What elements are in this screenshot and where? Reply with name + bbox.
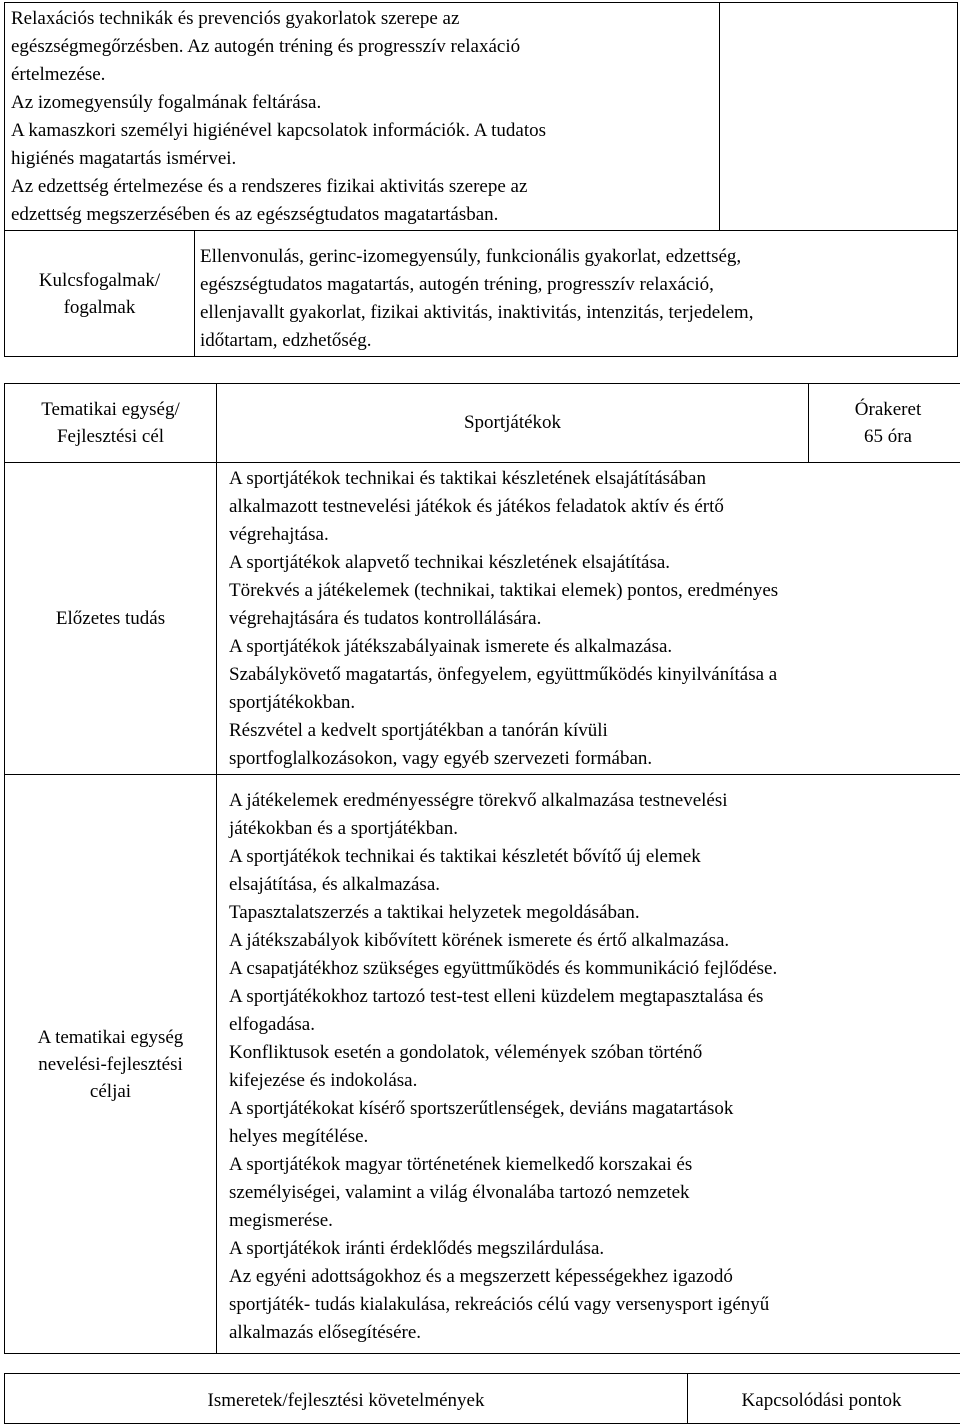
top-content-line: Az edzettség értelmezése és a rendszeres fizikai aktivitás szerepe az: [11, 173, 719, 201]
requirements-header: Ismeretek/fejlesztési követelmények: [5, 1374, 687, 1415]
goals-line: A sportjátékok technikai és taktikai készletét bővítő új elemek: [229, 843, 960, 871]
top-content: [5, 3, 719, 229]
prior-knowledge-line: sportfoglalkozásokon, vagy egyéb szervezeti formában.: [229, 745, 960, 773]
prior-knowledge-line: végrehajtására és tudatos kontrollálására.: [229, 605, 960, 633]
goals-line: A játékszabályok kibővített körének ismerete és értő alkalmazása.: [229, 927, 960, 955]
prior-knowledge-line: Részvétel a kedvelt sportjátékban a tanórán kívüli: [229, 717, 960, 745]
thematic-unit-label: Tematikai egység/ Fejlesztési cél: [5, 384, 217, 463]
goals-line: alkalmazás elősegítésére.: [229, 1319, 960, 1347]
goals-line: Konfliktusok esetén a gondolatok, vélemények szóban történő: [229, 1039, 960, 1067]
prior-knowledge-line: A sportjátékok játékszabályainak ismerete és alkalmazása.: [229, 633, 960, 661]
goals-line: megismerése.: [229, 1207, 960, 1235]
key-concepts-line: egészségtudatos magatartás, autogén tréning, progresszív relaxáció,: [200, 271, 957, 299]
goals-line: elfogadása.: [229, 1011, 960, 1039]
connections-header-cell: [688, 1374, 960, 1424]
key-concepts-line: ellenjavallt gyakorlat, fizikai aktivitás, inaktivitás, intenzitás, terjedelem,: [200, 299, 957, 327]
unit-title: Sportjátékok: [217, 384, 809, 463]
prior-knowledge-line: Szabálykövető magatartás, önfegyelem, együttműködés kinyilvánítása a: [229, 661, 960, 689]
prior-knowledge-line: A sportjátékok technikai és taktikai készletének elsajátításában: [229, 465, 960, 493]
hours-label: Órakeret: [809, 396, 960, 423]
goals-line: A játékelemek eredményességre törekvő alkalmazása testnevelési: [229, 787, 960, 815]
goals-line: A sportjátékokat kísérő sportszerűtlenségek, deviáns magatartások: [229, 1095, 960, 1123]
key-concepts-label: Kulcsfogalmak/ fogalmak: [5, 231, 195, 357]
top-content-line: higiénés magatartás ismérvei.: [11, 145, 719, 173]
prior-knowledge-line: A sportjátékok alapvető technikai készletének elsajátítása.: [229, 549, 960, 577]
top-content-line: egészségmegőrzésben. Az autogén tréning és progresszív relaxáció: [11, 33, 719, 61]
prior-knowledge: [217, 463, 960, 773]
top-content-line: A kamaszkori személyi higiénével kapcsolatok információk. A tudatos: [11, 117, 719, 145]
prior-knowledge-line: sportjátékokban.: [229, 689, 960, 717]
goals-line: Tapasztalatszerzés a taktikai helyzetek megoldásában.: [229, 899, 960, 927]
requirements-table: [4, 1373, 960, 1424]
top-content-line: Relaxációs technikák és prevenciós gyakorlatok szerepe az: [11, 5, 719, 33]
top-table: [4, 2, 958, 357]
goals-line: elsajátítása, és alkalmazása.: [229, 871, 960, 899]
goals-line: Az egyéni adottságokhoz és a megszerzett képességekhez igazodó: [229, 1263, 960, 1291]
key-concepts-cell: [195, 231, 958, 357]
key-concepts: [195, 231, 957, 355]
goals: [217, 775, 960, 1347]
goals-line: személyiségei, valamint a világ élvonalába tartozó nemzetek: [229, 1179, 960, 1207]
hours-cell: [809, 384, 960, 463]
goals-line: játékokban és a sportjátékban.: [229, 815, 960, 843]
goals-cell: [217, 775, 960, 1354]
goals-label: A tematikai egység nevelési-fejlesztési céljai: [5, 775, 217, 1354]
prior-knowledge-line: Törekvés a játékelemek (technikai, taktikai elemek) pontos, eredményes: [229, 577, 960, 605]
top-content-line: edzettség megszerzésében és az egészségtudatos magatartásban.: [11, 201, 719, 229]
connections-header: Kapcsolódási pontok: [688, 1374, 960, 1415]
goals-line: A sportjátékok magyar történetének kiemelkedő korszakai és: [229, 1151, 960, 1179]
top-content-line: értelmezése.: [11, 61, 719, 89]
goals-line: sportjáték- tudás kialakulása, rekreációs célú vagy versenysport igényű: [229, 1291, 960, 1319]
prior-knowledge-line: végrehajtása.: [229, 521, 960, 549]
goals-line: kifejezése és indokolása.: [229, 1067, 960, 1095]
goals-line: helyes megítélése.: [229, 1123, 960, 1151]
goals-line: A sportjátékok iránti érdeklődés megszilárdulása.: [229, 1235, 960, 1263]
prior-knowledge-label: Előzetes tudás: [5, 463, 217, 775]
prior-knowledge-cell: [217, 463, 960, 775]
goals-line: A csapatjátékhoz szükséges együttműködés és kommunikáció fejlődése.: [229, 955, 960, 983]
key-concepts-line: időtartam, edzhetőség.: [200, 327, 957, 355]
top-content-cell: [5, 3, 720, 231]
goals-line: A sportjátékokhoz tartozó test-test elleni küzdelem megtapasztalása és: [229, 983, 960, 1011]
top-empty-cell: [720, 3, 958, 231]
key-concepts-line: Ellenvonulás, gerinc-izomegyensúly, funkcionális gyakorlat, edzettség,: [200, 243, 957, 271]
hours-value: 65 óra: [809, 423, 960, 450]
top-content-line: Az izomegyensúly fogalmának feltárása.: [11, 89, 719, 117]
requirements-header-cell: [5, 1374, 688, 1424]
unit-table: [4, 383, 960, 1354]
prior-knowledge-line: alkalmazott testnevelési játékok és játékos feladatok aktív és értő: [229, 493, 960, 521]
